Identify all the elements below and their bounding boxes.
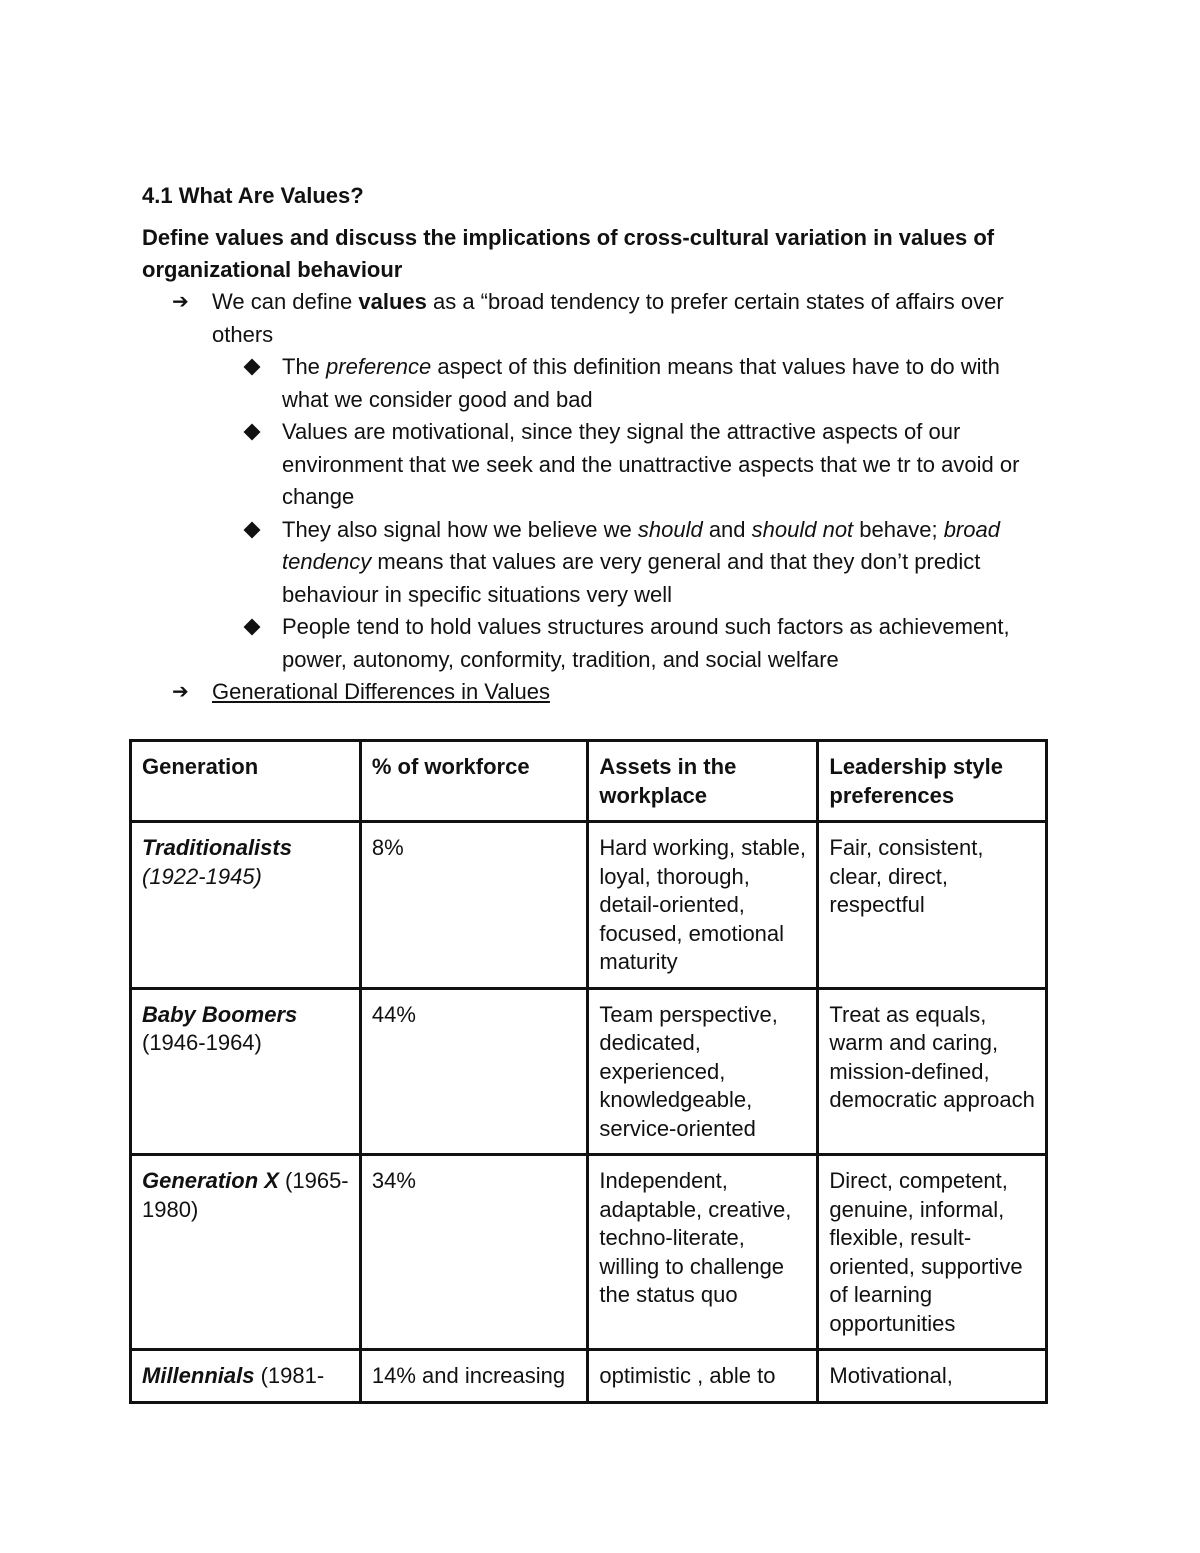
learning-objective: Define values and discuss the implications of cross-cultural variation in values of organizational behaviour [142, 225, 995, 282]
diamond-bullet-icon [244, 619, 261, 636]
diamond-bullet-icon [244, 424, 261, 441]
sub1-pre: The [282, 354, 327, 379]
values-term: values [358, 289, 427, 314]
leadership-cell: Treat as equals, warm and caring, mission-defined, democratic approach [818, 988, 1047, 1155]
sub2-text: Values are motivational, since they signal the attractive aspects of our environment that we seek and the unattractive aspects that we tr to avoid or change [282, 419, 1020, 509]
list-item [212, 514, 1052, 612]
assets-cell: Independent, adaptable, creative, techno-literate, willing to challenge the status quo [588, 1155, 818, 1350]
generation-years: (1981- [254, 1363, 325, 1388]
generational-differences-heading: Generational Differences in Values [212, 679, 550, 704]
sub-bullet-list [212, 351, 1052, 676]
generation-name: Baby Boomers [142, 1001, 298, 1027]
list-item [212, 351, 1052, 416]
diamond-bullet-icon [244, 359, 261, 376]
sub3-i2: should not [751, 516, 854, 542]
sub3-d: means that values are very general and that they don’t predict behaviour in specific situations very well [282, 549, 981, 607]
sub4-text: People tend to hold values structures around such factors as achievement, power, autonomy, conformity, tradition, and social welfare [282, 614, 1010, 672]
generation-name: Millennials [142, 1363, 255, 1388]
list-item [212, 611, 1052, 676]
arrow-icon: ➔ [172, 291, 189, 313]
header-cell: Generation [131, 741, 361, 822]
workforce-cell: 14% and increasing [360, 1350, 588, 1403]
list-item [212, 416, 1052, 514]
notes-content [142, 180, 1052, 709]
sub3-c: behave; [853, 516, 944, 542]
arrow-icon: ➔ [172, 681, 189, 703]
table-header-row [131, 741, 1047, 822]
header-cell: Assets in the workplace [588, 741, 818, 822]
generation-cell [131, 822, 361, 989]
assets-cell: Hard working, stable, loyal, thorough, detail-oriented, focused, emotional maturity [588, 822, 818, 989]
sub3-a: They also signal how we believe we [282, 516, 638, 542]
sub3-i3: broad tendency [282, 516, 1000, 574]
workforce-cell: 34% [360, 1155, 588, 1350]
generation-cell [131, 1155, 361, 1350]
table-row [131, 1155, 1047, 1350]
list-item [142, 286, 1052, 676]
values-def-post: as a “broad tendency to prefer certain states of affairs over others [212, 289, 1004, 347]
sub1-post: aspect of this definition means that values have to do with what we consider good and bad [282, 354, 1000, 412]
table-row [131, 1350, 1047, 1403]
workforce-cell: 44% [360, 988, 588, 1155]
table-row [131, 988, 1047, 1155]
generation-years: (1946-1964) [142, 1030, 262, 1055]
leadership-cell: Motivational, [818, 1350, 1047, 1403]
sub1-italic: preference [326, 354, 432, 379]
generation-name: Generation X [142, 1168, 279, 1193]
generations-table [129, 739, 1048, 1404]
header-cell: Leadership style preferences [818, 741, 1047, 822]
generation-years: (1965-1980) [142, 1168, 349, 1222]
list-item [142, 676, 1052, 709]
leadership-cell: Direct, competent, genuine, informal, flexible, result-oriented, supportive of learning opportunities [818, 1155, 1047, 1350]
table-row [131, 822, 1047, 989]
section-title: 4.1 What Are Values? [142, 183, 364, 208]
generation-cell [131, 988, 361, 1155]
assets-cell: Team perspective, dedicated, experienced, knowledgeable, service-oriented [588, 988, 818, 1155]
bullet-list [142, 286, 1052, 709]
leadership-cell: Fair, consistent, clear, direct, respectful [818, 822, 1047, 989]
generation-years: (1922-1945) [142, 863, 262, 889]
workforce-cell: 8% [360, 822, 588, 989]
diamond-bullet-icon [244, 521, 261, 538]
sub3-i1: should [637, 516, 703, 542]
generation-cell [131, 1350, 361, 1403]
values-def-pre: We can define [212, 289, 359, 314]
header-cell: % of workforce [360, 741, 588, 822]
assets-cell: optimistic , able to [588, 1350, 818, 1403]
sub3-b: and [702, 516, 752, 542]
generation-name: Traditionalists [142, 835, 292, 860]
